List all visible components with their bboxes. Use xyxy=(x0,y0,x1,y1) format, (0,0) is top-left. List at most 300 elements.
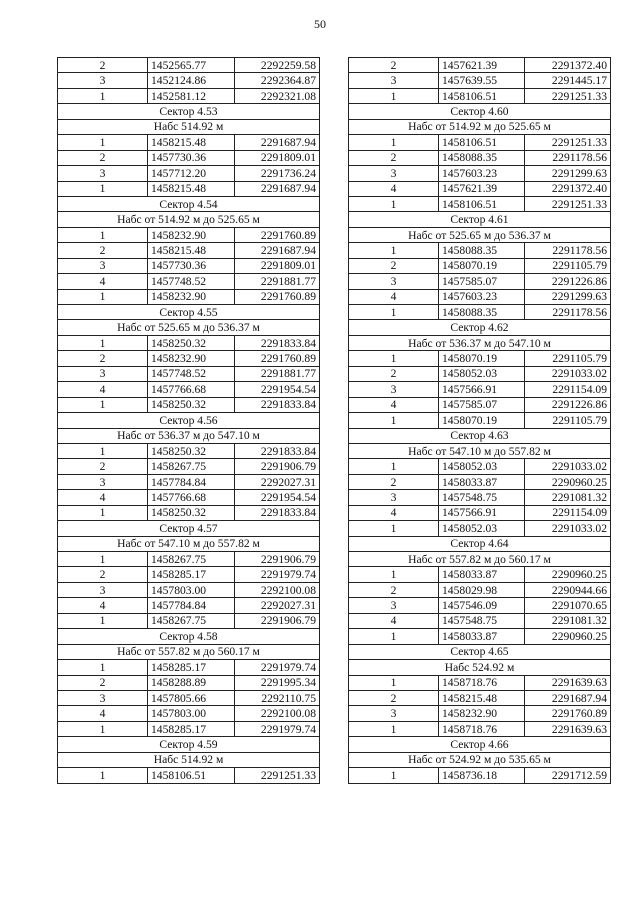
coord-y: 2291105.79 xyxy=(525,413,611,428)
coord-y: 2292100.08 xyxy=(235,706,320,721)
coord-x: 1458250.32 xyxy=(148,397,235,412)
table-row xyxy=(58,552,320,567)
sector-height-row xyxy=(58,428,320,443)
sector-height: Набс от 514.92 м до 525.65 м xyxy=(58,212,320,227)
table-row xyxy=(349,582,611,597)
sector-title-row xyxy=(349,644,611,659)
sector-height-row xyxy=(58,320,320,335)
coord-y: 2291736.24 xyxy=(235,166,320,181)
coord-y: 2291687.94 xyxy=(525,690,611,705)
coord-y: 2291251.33 xyxy=(525,88,611,103)
table-row xyxy=(58,443,320,458)
table-row xyxy=(349,413,611,428)
coord-x: 1458033.87 xyxy=(439,629,525,644)
table-row xyxy=(58,243,320,258)
point-number: 1 xyxy=(58,505,148,520)
coord-y: 2291687.94 xyxy=(235,135,320,150)
coord-y: 2290960.25 xyxy=(525,567,611,582)
point-number: 3 xyxy=(349,598,439,613)
table-row xyxy=(349,366,611,381)
coord-y: 2291906.79 xyxy=(235,459,320,474)
coord-y: 2291833.84 xyxy=(235,397,320,412)
table-row xyxy=(58,660,320,675)
table-row xyxy=(349,88,611,103)
coord-y: 2291251.33 xyxy=(235,768,320,783)
point-number: 3 xyxy=(349,274,439,289)
point-number: 1 xyxy=(349,351,439,366)
sector-height-row xyxy=(349,752,611,767)
point-number: 4 xyxy=(58,274,148,289)
table-row xyxy=(349,73,611,88)
table-row xyxy=(58,150,320,165)
table-row xyxy=(349,768,611,783)
coord-y: 2291445.17 xyxy=(525,73,611,88)
table-row xyxy=(58,706,320,721)
coord-x: 1458033.87 xyxy=(439,567,525,582)
coord-y: 2291979.74 xyxy=(235,721,320,736)
point-number: 1 xyxy=(58,135,148,150)
coord-x: 1457603.23 xyxy=(439,289,525,304)
coord-x: 1452581.12 xyxy=(148,88,235,103)
coord-y: 2291760.89 xyxy=(235,227,320,242)
point-number: 1 xyxy=(349,243,439,258)
coord-y: 2291954.54 xyxy=(235,382,320,397)
sector-height: Набс от 557.82 м до 560.17 м xyxy=(58,644,320,659)
coord-y: 2291178.56 xyxy=(525,305,611,320)
table-row xyxy=(58,690,320,705)
coord-y: 2291251.33 xyxy=(525,196,611,211)
point-number: 4 xyxy=(349,613,439,628)
coord-x: 1458052.03 xyxy=(439,366,525,381)
sector-height-row xyxy=(349,443,611,458)
coord-y: 2290960.25 xyxy=(525,474,611,489)
table-row xyxy=(58,474,320,489)
coordinates-table-left-body xyxy=(58,58,320,784)
sector-title-row xyxy=(58,196,320,211)
sector-title: Сектор 4.54 xyxy=(58,196,320,211)
table-row xyxy=(349,474,611,489)
table-row xyxy=(58,366,320,381)
sector-height: Набс от 524.92 м до 535.65 м xyxy=(349,752,611,767)
coord-y: 2292027.31 xyxy=(235,474,320,489)
coordinates-table-right xyxy=(348,57,611,784)
coord-x: 1458232.90 xyxy=(148,351,235,366)
table-row xyxy=(349,721,611,736)
coord-y: 2291809.01 xyxy=(235,150,320,165)
point-number: 4 xyxy=(349,397,439,412)
sector-height: Набс от 536.37 м до 547.10 м xyxy=(58,428,320,443)
sector-title-row xyxy=(349,428,611,443)
table-row xyxy=(58,274,320,289)
point-number: 3 xyxy=(349,490,439,505)
point-number: 4 xyxy=(58,382,148,397)
coord-y: 2291033.02 xyxy=(525,521,611,536)
coord-x: 1457805.66 xyxy=(148,690,235,705)
sector-height-row xyxy=(58,752,320,767)
coord-x: 1457566.91 xyxy=(439,382,525,397)
coord-x: 1457639.55 xyxy=(439,73,525,88)
table-row xyxy=(349,598,611,613)
coord-y: 2290960.25 xyxy=(525,629,611,644)
sector-title-row xyxy=(58,737,320,752)
coord-x: 1458250.32 xyxy=(148,505,235,520)
coord-y: 2292364.87 xyxy=(235,73,320,88)
point-number: 4 xyxy=(349,289,439,304)
coord-y: 2291639.63 xyxy=(525,721,611,736)
sector-title: Сектор 4.57 xyxy=(58,521,320,536)
coord-x: 1457548.75 xyxy=(439,490,525,505)
point-number: 1 xyxy=(349,88,439,103)
table-row xyxy=(349,351,611,366)
table-row xyxy=(349,135,611,150)
point-number: 1 xyxy=(58,397,148,412)
table-row xyxy=(349,243,611,258)
coord-x: 1457712.20 xyxy=(148,166,235,181)
coord-x: 1457784.84 xyxy=(148,474,235,489)
coord-y: 2291809.01 xyxy=(235,258,320,273)
coord-x: 1457784.84 xyxy=(148,598,235,613)
table-row xyxy=(349,196,611,211)
coord-y: 2291105.79 xyxy=(525,351,611,366)
coord-y: 2291226.86 xyxy=(525,274,611,289)
table-row xyxy=(349,613,611,628)
sector-height: Набс 514.92 м xyxy=(58,119,320,134)
point-number: 1 xyxy=(349,305,439,320)
point-number: 4 xyxy=(349,505,439,520)
point-number: 3 xyxy=(349,706,439,721)
table-row xyxy=(58,490,320,505)
coord-x: 1458215.48 xyxy=(148,181,235,196)
point-number: 1 xyxy=(349,413,439,428)
point-number: 3 xyxy=(58,582,148,597)
point-number: 3 xyxy=(58,166,148,181)
coord-y: 2291906.79 xyxy=(235,552,320,567)
sector-title-row xyxy=(58,413,320,428)
coord-y: 2291372.40 xyxy=(525,181,611,196)
point-number: 2 xyxy=(349,150,439,165)
coord-x: 1458070.19 xyxy=(439,258,525,273)
table-row xyxy=(349,675,611,690)
table-row xyxy=(349,258,611,273)
point-number: 2 xyxy=(349,366,439,381)
sector-height: Набс от 525.65 м до 536.37 м xyxy=(349,227,611,242)
sector-title-row xyxy=(58,104,320,119)
coord-y: 2291881.77 xyxy=(235,274,320,289)
sector-height-row xyxy=(58,119,320,134)
coord-y: 2291033.02 xyxy=(525,459,611,474)
point-number: 1 xyxy=(58,227,148,242)
coordinates-table-left xyxy=(57,57,320,784)
point-number: 1 xyxy=(349,135,439,150)
table-row xyxy=(58,135,320,150)
sector-title: Сектор 4.65 xyxy=(349,644,611,659)
coord-x: 1458033.87 xyxy=(439,474,525,489)
coord-y: 2291372.40 xyxy=(525,58,611,73)
point-number: 1 xyxy=(349,567,439,582)
coord-y: 2290944.66 xyxy=(525,582,611,597)
sector-height: Набс 524.92 м xyxy=(349,660,611,675)
point-number: 1 xyxy=(349,521,439,536)
table-row xyxy=(58,459,320,474)
coord-y: 2291154.09 xyxy=(525,505,611,520)
coord-x: 1458718.76 xyxy=(439,675,525,690)
coord-y: 2291906.79 xyxy=(235,613,320,628)
table-row xyxy=(349,289,611,304)
table-row xyxy=(58,351,320,366)
table-row xyxy=(349,505,611,520)
sector-height: Набс 514.92 м xyxy=(58,752,320,767)
table-row xyxy=(58,721,320,736)
coord-x: 1457748.52 xyxy=(148,366,235,381)
sector-title: Сектор 4.60 xyxy=(349,104,611,119)
point-number: 1 xyxy=(349,675,439,690)
coord-x: 1457766.68 xyxy=(148,382,235,397)
coord-y: 2291299.63 xyxy=(525,289,611,304)
point-number: 1 xyxy=(349,629,439,644)
table-row xyxy=(349,459,611,474)
coord-y: 2291081.32 xyxy=(525,490,611,505)
point-number: 2 xyxy=(349,58,439,73)
sector-title: Сектор 4.62 xyxy=(349,320,611,335)
table-row xyxy=(349,305,611,320)
coord-y: 2291178.56 xyxy=(525,243,611,258)
coord-x: 1458052.03 xyxy=(439,459,525,474)
coord-x: 1458052.03 xyxy=(439,521,525,536)
point-number: 3 xyxy=(58,258,148,273)
coord-x: 1458088.35 xyxy=(439,243,525,258)
coord-y: 2291299.63 xyxy=(525,166,611,181)
coord-x: 1457730.36 xyxy=(148,258,235,273)
coord-x: 1458215.48 xyxy=(439,690,525,705)
table-row xyxy=(58,768,320,783)
coord-y: 2291081.32 xyxy=(525,613,611,628)
sector-height-row xyxy=(349,227,611,242)
coord-x: 1458267.75 xyxy=(148,552,235,567)
sector-height-row xyxy=(58,536,320,551)
table-row xyxy=(58,166,320,181)
coord-y: 2292027.31 xyxy=(235,598,320,613)
point-number: 1 xyxy=(58,768,148,783)
sector-title: Сектор 4.55 xyxy=(58,305,320,320)
sector-height-row xyxy=(349,552,611,567)
table-row xyxy=(349,567,611,582)
coord-x: 1457730.36 xyxy=(148,150,235,165)
table-row xyxy=(58,397,320,412)
sector-title: Сектор 4.56 xyxy=(58,413,320,428)
coord-x: 1458232.90 xyxy=(148,289,235,304)
coord-y: 2292321.08 xyxy=(235,88,320,103)
sector-title-row xyxy=(349,536,611,551)
sector-title-row xyxy=(349,212,611,227)
point-number: 4 xyxy=(58,706,148,721)
coord-x: 1458285.17 xyxy=(148,721,235,736)
point-number: 2 xyxy=(58,58,148,73)
coord-y: 2291760.89 xyxy=(525,706,611,721)
coord-x: 1457803.00 xyxy=(148,582,235,597)
point-number: 1 xyxy=(58,660,148,675)
coord-x: 1458267.75 xyxy=(148,459,235,474)
coord-y: 2291687.94 xyxy=(235,243,320,258)
coord-y: 2291833.84 xyxy=(235,505,320,520)
point-number: 2 xyxy=(349,582,439,597)
coord-x: 1458106.51 xyxy=(148,768,235,783)
coord-x: 1458285.17 xyxy=(148,660,235,675)
sector-height: Набс от 547.10 м до 557.82 м xyxy=(58,536,320,551)
page-number: 50 xyxy=(314,17,326,31)
coord-y: 2291687.94 xyxy=(235,181,320,196)
coord-y: 2291639.63 xyxy=(525,675,611,690)
coord-y: 2291154.09 xyxy=(525,382,611,397)
table-row xyxy=(58,227,320,242)
sector-height-row xyxy=(58,212,320,227)
coord-x: 1457766.68 xyxy=(148,490,235,505)
sector-height: Набс от 547.10 м до 557.82 м xyxy=(349,443,611,458)
sector-title: Сектор 4.63 xyxy=(349,428,611,443)
point-number: 1 xyxy=(58,552,148,567)
table-row xyxy=(349,397,611,412)
point-number: 3 xyxy=(349,382,439,397)
coord-x: 1457621.39 xyxy=(439,58,525,73)
coord-x: 1458285.17 xyxy=(148,567,235,582)
sector-title: Сектор 4.53 xyxy=(58,104,320,119)
coord-x: 1457546.09 xyxy=(439,598,525,613)
coord-y: 2292259.58 xyxy=(235,58,320,73)
sector-height: Набс от 514.92 м до 525.65 м xyxy=(349,119,611,134)
coord-y: 2291833.84 xyxy=(235,335,320,350)
coord-y: 2291251.33 xyxy=(525,135,611,150)
coord-y: 2291760.89 xyxy=(235,289,320,304)
point-number: 1 xyxy=(349,768,439,783)
table-row xyxy=(58,73,320,88)
coord-y: 2291979.74 xyxy=(235,660,320,675)
table-row xyxy=(58,382,320,397)
point-number: 1 xyxy=(58,88,148,103)
table-row xyxy=(349,150,611,165)
coord-y: 2291995.34 xyxy=(235,675,320,690)
sector-title-row xyxy=(58,629,320,644)
coord-x: 1457621.39 xyxy=(439,181,525,196)
point-number: 2 xyxy=(58,150,148,165)
coord-y: 2291105.79 xyxy=(525,258,611,273)
table-row xyxy=(349,629,611,644)
sector-title: Сектор 4.64 xyxy=(349,536,611,551)
point-number: 4 xyxy=(349,181,439,196)
sector-title: Сектор 4.59 xyxy=(58,737,320,752)
table-row xyxy=(349,706,611,721)
coord-x: 1458215.48 xyxy=(148,135,235,150)
coord-x: 1458088.35 xyxy=(439,305,525,320)
coord-y: 2291881.77 xyxy=(235,366,320,381)
coord-x: 1458250.32 xyxy=(148,335,235,350)
table-row xyxy=(349,181,611,196)
table-row xyxy=(58,88,320,103)
coord-x: 1458232.90 xyxy=(148,227,235,242)
table-row xyxy=(58,289,320,304)
coord-x: 1458106.51 xyxy=(439,196,525,211)
table-row xyxy=(349,166,611,181)
point-number: 1 xyxy=(349,459,439,474)
point-number: 1 xyxy=(58,443,148,458)
coord-x: 1457566.91 xyxy=(439,505,525,520)
point-number: 2 xyxy=(58,243,148,258)
coord-x: 1458106.51 xyxy=(439,135,525,150)
sector-title: Сектор 4.58 xyxy=(58,629,320,644)
coord-y: 2291954.54 xyxy=(235,490,320,505)
coord-x: 1458267.75 xyxy=(148,613,235,628)
table-row xyxy=(349,382,611,397)
sector-title-row xyxy=(58,521,320,536)
coord-x: 1457585.07 xyxy=(439,397,525,412)
point-number: 1 xyxy=(349,721,439,736)
sector-title-row xyxy=(349,104,611,119)
point-number: 4 xyxy=(58,490,148,505)
point-number: 2 xyxy=(58,675,148,690)
sector-title: Сектор 4.66 xyxy=(349,737,611,752)
table-row xyxy=(349,274,611,289)
point-number: 3 xyxy=(58,474,148,489)
table-row xyxy=(58,582,320,597)
coord-x: 1458250.32 xyxy=(148,443,235,458)
table-row xyxy=(58,181,320,196)
point-number: 1 xyxy=(58,613,148,628)
point-number: 2 xyxy=(349,690,439,705)
coord-y: 2291070.65 xyxy=(525,598,611,613)
coord-x: 1457585.07 xyxy=(439,274,525,289)
sector-title-row xyxy=(58,305,320,320)
coord-x: 1458088.35 xyxy=(439,150,525,165)
coord-y: 2291712.59 xyxy=(525,768,611,783)
coord-x: 1458215.48 xyxy=(148,243,235,258)
coord-x: 1458070.19 xyxy=(439,413,525,428)
point-number: 1 xyxy=(58,181,148,196)
coord-x: 1458718.76 xyxy=(439,721,525,736)
sector-height: Набс от 525.65 м до 536.37 м xyxy=(58,320,320,335)
sector-height: Набс от 536.37 м до 547.10 м xyxy=(349,335,611,350)
coord-x: 1457803.00 xyxy=(148,706,235,721)
point-number: 2 xyxy=(58,351,148,366)
sector-height-row xyxy=(349,660,611,675)
table-row xyxy=(349,690,611,705)
point-number: 2 xyxy=(58,459,148,474)
point-number: 3 xyxy=(349,166,439,181)
table-row xyxy=(58,598,320,613)
table-row xyxy=(58,567,320,582)
point-number: 3 xyxy=(58,690,148,705)
coord-x: 1457748.52 xyxy=(148,274,235,289)
point-number: 4 xyxy=(58,598,148,613)
point-number: 3 xyxy=(58,366,148,381)
coord-y: 2292110.75 xyxy=(235,690,320,705)
coord-x: 1458106.51 xyxy=(439,88,525,103)
coord-x: 1458029.98 xyxy=(439,582,525,597)
sector-title-row xyxy=(349,320,611,335)
coordinates-table-right-body xyxy=(349,58,611,784)
coord-x: 1458232.90 xyxy=(439,706,525,721)
point-number: 3 xyxy=(349,73,439,88)
coord-x: 1457603.23 xyxy=(439,166,525,181)
table-row xyxy=(58,675,320,690)
coord-y: 2291226.86 xyxy=(525,397,611,412)
point-number: 1 xyxy=(58,289,148,304)
table-row xyxy=(349,490,611,505)
coord-y: 2291833.84 xyxy=(235,443,320,458)
coord-x: 1458736.18 xyxy=(439,768,525,783)
coord-x: 1452124.86 xyxy=(148,73,235,88)
sector-height-row xyxy=(349,119,611,134)
sector-height-row xyxy=(58,644,320,659)
point-number: 1 xyxy=(58,721,148,736)
point-number: 3 xyxy=(58,73,148,88)
